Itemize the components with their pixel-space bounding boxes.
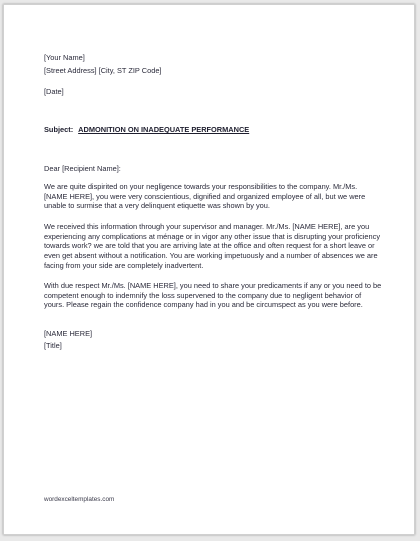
- paragraph-line: experiencing any complications at ménage or in vigor any other issue that is disrupting your proficiency: [44, 231, 381, 241]
- paragraph-line: even get absent without a notification. You are working impetuously and a number of absences we are: [44, 251, 378, 261]
- paragraph-1: [44, 182, 399, 211]
- letter-page: [3, 4, 415, 535]
- paragraph-line: [NAME HERE], you were very conscientious, dignified and organized employee of all, but we were: [44, 191, 366, 201]
- subject-line: [44, 125, 249, 134]
- paragraph-line: facing from your side are completely inadvertent.: [44, 260, 204, 270]
- paragraph-line: We received this information through your supervisor and manager. Mr./Ms. [NAME HERE], are you: [44, 222, 370, 231]
- paragraph-3: [44, 281, 399, 310]
- paragraph-line: competent enough to indemnify the loss supervened to the company due to negligent behavior of: [44, 290, 362, 300]
- paragraph-line: We are quite dispirited on your negligence towards your responsibilities to the company. Mr./Ms.: [44, 182, 358, 191]
- letter-date: [Date]: [44, 87, 64, 96]
- footer-website: wordexceltemplates.com: [44, 496, 115, 503]
- paragraph-line: With due respect Mr./Ms. [NAME HERE], you need to share your predicaments if any or you need to be: [44, 281, 382, 290]
- sender-address: [Street Address] [City, ST ZIP Code]: [44, 66, 162, 75]
- salutation: Dear [Recipient Name]:: [44, 164, 121, 173]
- subject-text: ADMONITION ON INADEQUATE PERFORMANCE: [78, 125, 250, 134]
- sender-name: [Your Name]: [44, 53, 85, 62]
- paragraph-2: [44, 222, 399, 271]
- signature-name: [NAME HERE]: [44, 329, 93, 338]
- paragraph-line: towards work? we are told that you are arriving late at the office and often request for a short leave or: [44, 241, 375, 251]
- signature-title: [Title]: [44, 341, 62, 350]
- paragraph-line: yours. Please regain the confidence company had in you and be circumspect as you were before.: [44, 300, 363, 310]
- paragraph-line: unable to surmise that a very delinquent etiquette was shown by you.: [44, 201, 270, 211]
- subject-label: Subject:: [44, 125, 74, 134]
